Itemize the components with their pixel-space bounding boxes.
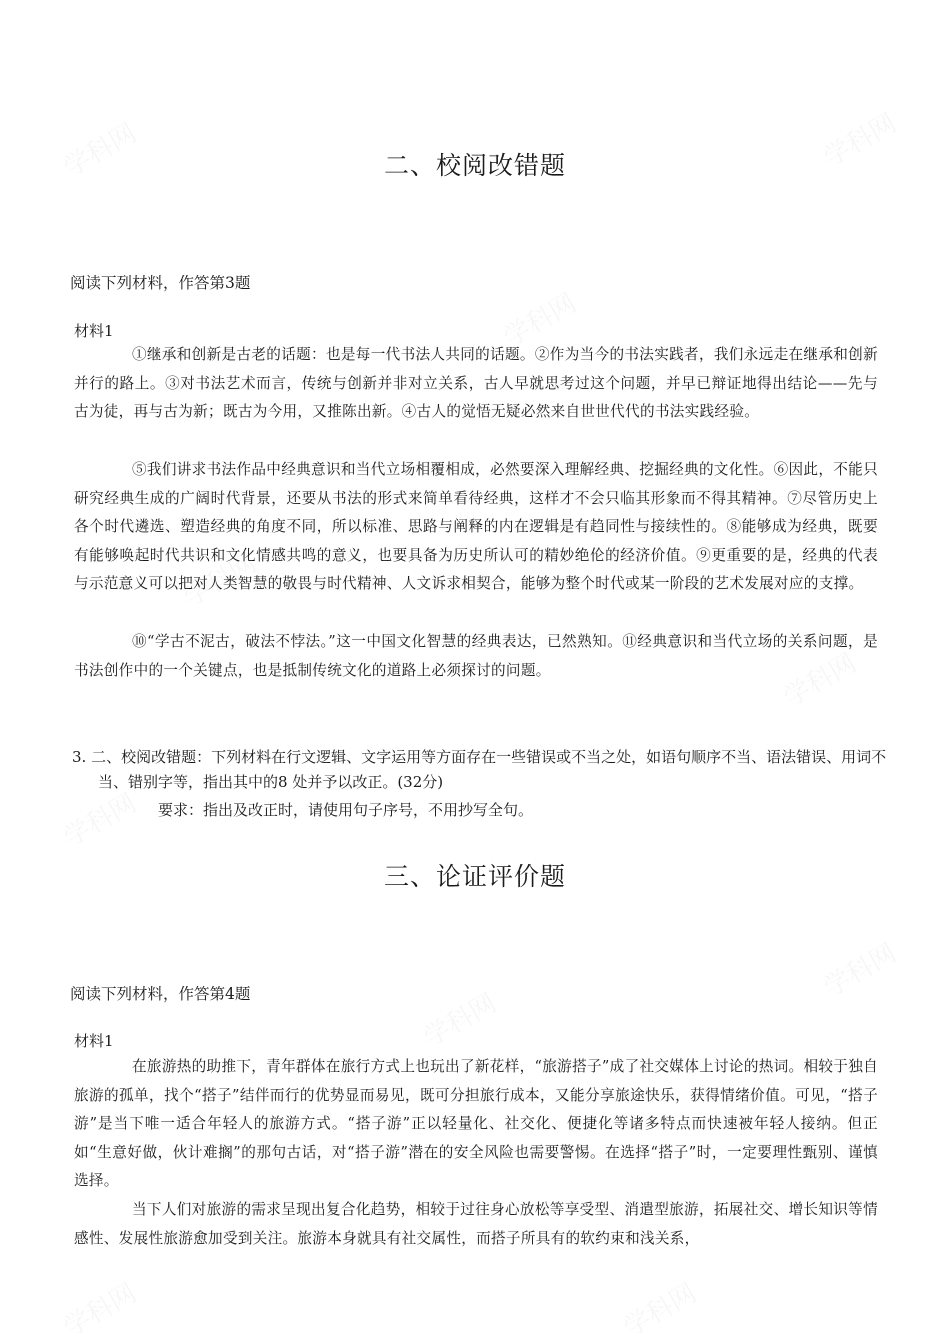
watermark xyxy=(816,933,902,1004)
question-3-requirement: 要求：指出及改正时，请使用句子序号，不用抄写全句。 xyxy=(158,801,534,819)
section3-material-label: 材料1 xyxy=(74,1032,114,1050)
section2-paragraph-1: ①继承和创新是古老的话题：也是每一代书法人共同的话题。②作为当今的书法实践者，我们永远走在继承和创新并行的路上。③对书法艺术而言，传统与创新并非对立关系，古人早就思考过这个问题，并早已辩证地得出结论——先与古为徒，再与古为新；既古为今用，又推陈出新。④古人的觉悟无疑必然来自世世代代的书法实践经验。 xyxy=(74,346,878,421)
watermark xyxy=(56,1273,142,1344)
section3-paragraph-1: 在旅游热的助推下，青年群体在旅行方式上也玩出了新花样，“旅游搭子”成了社交媒体上讨论的热词。相较于独自旅游的孤单，找个“搭子”结伴而行的优势显而易见，既可分担旅行成本，又能分享旅途快乐，获得情绪价值。可见，“搭子游”是当下唯一适合年轻人的旅游方式。“搭子游”正以轻量化、社交化、便捷化等诸多特点而快速被年轻人接纳。但正如“生意好做，伙计难搁”的那句古话，对“搭子游”潜在的安全风险也需要警惕。在选择“搭子”时，一定要理性甄别、谨慎选择。 xyxy=(74,1058,878,1190)
section2-intro: 阅读下列材料，作答第3题 xyxy=(70,274,251,292)
question-3: 3. 二、校阅改错题：下列材料在行文逻辑、文字运用等方面存在一些错误或不当之处，如语句顺序不当、语法错误、用词不当、错别字等，指出其中的8 处并予以改正。(32分) xyxy=(72,748,887,791)
section3-intro: 阅读下列材料，作答第4题 xyxy=(70,985,251,1003)
section2-paragraph-3: ⑩“学古不泥古，破法不悖法。”这一中国文化智慧的经典表达，已然熟知。⑪经典意识和当代立场的关系问题，是书法创作中的一个关键点，也是抵制传统文化的道路上必须探讨的问题。 xyxy=(74,633,878,679)
watermark xyxy=(616,1273,702,1344)
section3-paragraph-2: 当下人们对旅游的需求呈现出复合化趋势，相较于过往身心放松等享受型、消遣型旅游，拓展社交、增长知识等情感性、发展性旅游愈加受到关注。旅游本身就具有社交属性，而搭子所具有的软约束和浅关系， xyxy=(74,1201,878,1247)
section3-heading: 三、论证评价题 xyxy=(383,862,566,891)
watermark xyxy=(416,983,502,1054)
section2-paragraph-2: ⑤我们讲求书法作品中经典意识和当代立场相覆相成，必然要深入理解经典、挖掘经典的文化性。⑥因此，不能只研究经典生成的广阔时代背景，还要从书法的形式来简单看待经典，这样才不会只临其形象而不得其精神。⑦尽管历史上各个时代遴选、塑造经典的角度不同，所以标准、思路与阐释的内在逻辑是有趋同性与接续性的。⑧能够成为经典，既要有能够唤起时代共识和文化情感共鸣的意义，也要具备为历史所认可的精妙绝伦的经济价值。⑨更重要的是，经典的代表与示范意义可以把对人类智慧的敬畏与时代精神、人文诉求相契合，能够为整个时代或某一阶段的艺术发展对应的支撑。 xyxy=(74,461,878,593)
section2-material-label: 材料1 xyxy=(74,322,114,340)
section2-heading: 二、校阅改错题 xyxy=(383,151,566,180)
